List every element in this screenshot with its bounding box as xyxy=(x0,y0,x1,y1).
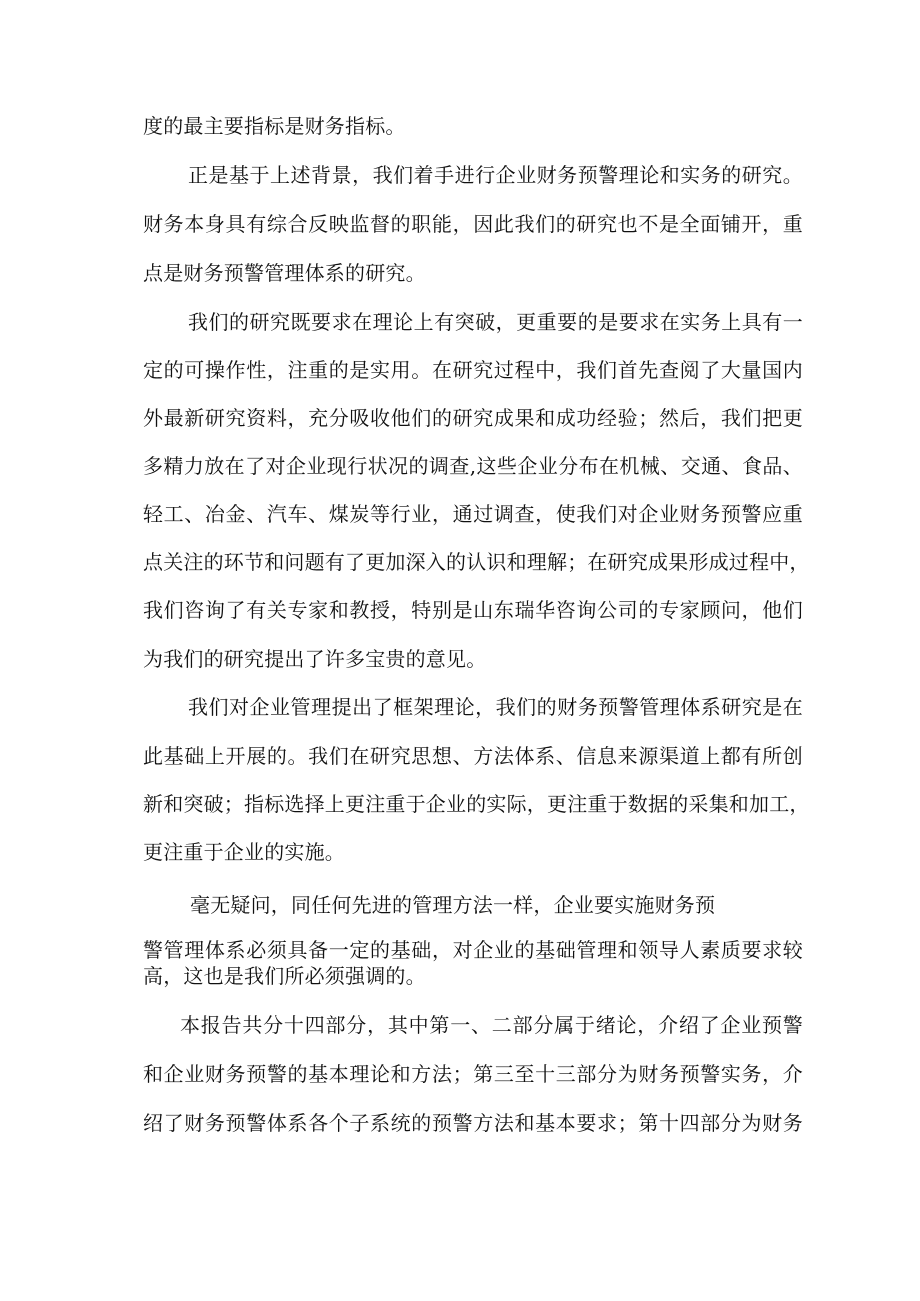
text-line-10: 点关注的环节和问题有了更加深入的认识和理解；在研究成果形成过程中， xyxy=(143,550,810,574)
text-line-17: 毫无疑问，同任何先进的管理方法一样，企业要实施财务预 xyxy=(190,893,716,917)
text-line-2: 正是基于上述背景，我们着手进行企业财务预警理论和实务的研究。 xyxy=(188,163,803,187)
text-line-7: 外最新研究资料，充分吸收他们的研究成果和成功经验；然后，我们把更 xyxy=(143,406,803,430)
text-line-4: 点是财务预警管理体系的研究。 xyxy=(143,261,426,285)
text-line-11: 我们咨询了有关专家和教授，特别是山东瑞华咨询公司的专家顾问，他们 xyxy=(143,598,803,622)
text-line-3: 财务本身具有综合反映监督的职能，因此我们的研究也不是全面铺开，重 xyxy=(143,212,803,236)
text-line-16: 更注重于企业的实施。 xyxy=(143,840,345,864)
text-line-19: 高，这也是我们所必须强调的。 xyxy=(143,964,426,988)
text-line-1: 度的最主要指标是财务指标。 xyxy=(143,114,406,138)
text-line-14: 此基础上开展的。我们在研究思想、方法体系、信息来源渠道上都有所创 xyxy=(143,744,803,768)
text-line-15: 新和突破；指标选择上更注重于企业的实际，更注重于数据的采集和加工， xyxy=(143,792,810,816)
text-line-18: 警管理体系必须具备一定的基础，对企业的基础管理和领导人素质要求较 xyxy=(143,938,803,962)
text-line-21: 和企业财务预警的基本理论和方法；第三至十三部分为财务预警实务，介 xyxy=(143,1062,803,1086)
text-line-5: 我们的研究既要求在理论上有突破，更重要的是要求在实务上具有一 xyxy=(188,310,803,334)
text-line-13: 我们对企业管理提出了框架理论，我们的财务预警管理体系研究是在 xyxy=(188,695,803,719)
text-line-20: 本报告共分十四部分，其中第一、二部分属于绪论，介绍了企业预警 xyxy=(180,1013,803,1037)
text-line-8: 多精力放在了对企业现行状况的调查,这些企业分布在机械、交通、食品、 xyxy=(143,454,803,478)
text-line-12: 为我们的研究提出了许多宝贵的意见。 xyxy=(143,647,487,671)
text-line-9: 轻工、冶金、汽车、煤炭等行业，通过调查，使我们对企业财务预警应重 xyxy=(143,502,803,526)
text-line-22: 绍了财务预警体系各个子系统的预警方法和基本要求；第十四部分为财务 xyxy=(143,1111,803,1135)
text-line-6: 定的可操作性，注重的是实用。在研究过程中，我们首先查阅了大量国内 xyxy=(143,358,803,382)
